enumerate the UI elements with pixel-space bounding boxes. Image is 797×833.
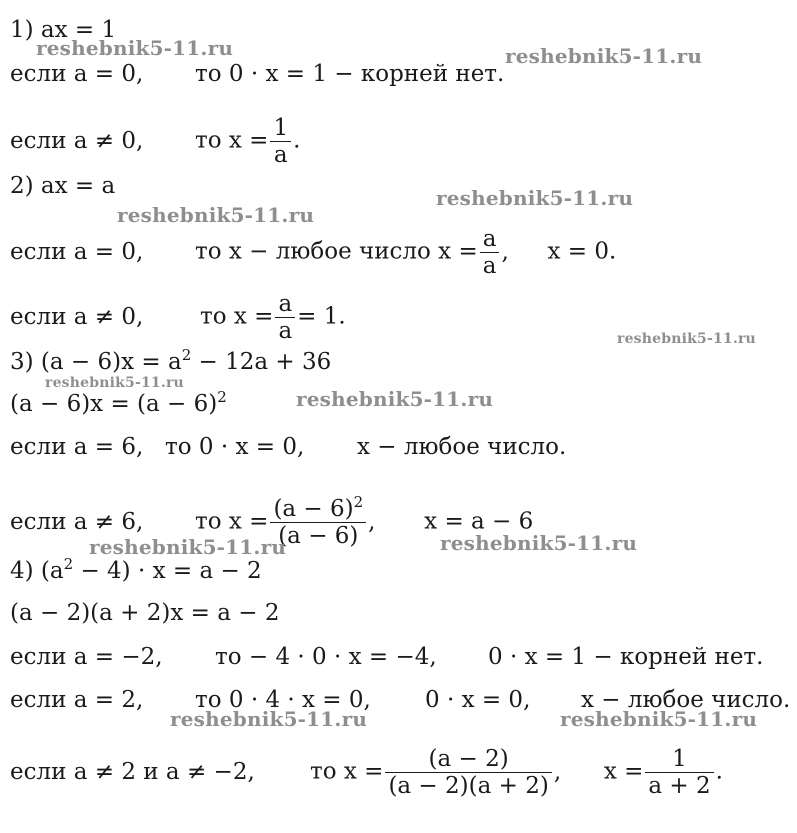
numerator: 1	[273, 115, 289, 141]
problem-1-case-a-zero	[10, 60, 504, 88]
denominator: (a − 2)(a + 2)	[385, 772, 551, 799]
exponent: 2	[217, 388, 227, 406]
numerator: a	[482, 226, 497, 252]
problem-4-case-general	[10, 746, 723, 799]
watermark: reshebnik5-11.ru	[560, 707, 758, 731]
case-condition: если a = 0,	[10, 238, 144, 265]
case-result: то 0 · x = 1 − корней нет.	[195, 61, 505, 87]
watermark: reshebnik5-11.ru	[505, 44, 703, 68]
denominator: a	[275, 317, 295, 344]
problem-4-equation	[10, 557, 262, 585]
denominator: a	[270, 141, 291, 168]
watermark: reshebnik5-11.ru	[617, 331, 756, 347]
equation-left: 3) (a − 6)x = a	[10, 349, 182, 375]
case-condition: если a ≠ 6,	[10, 508, 144, 535]
equation-right: − 12a + 36	[191, 349, 332, 375]
exponent: 2	[181, 346, 192, 364]
watermark: reshebnik5-11.ru	[440, 531, 638, 555]
case-result: то 0 · 4 · x = 0,	[195, 687, 371, 713]
fraction	[480, 226, 500, 279]
watermark: reshebnik5-11.ru	[436, 186, 634, 210]
punctuation: .	[293, 127, 301, 154]
punctuation: ,	[368, 508, 376, 535]
case-result-extra: x − любое число.	[357, 434, 567, 460]
case-result: то − 4 · 0 · x = −4,	[215, 644, 437, 670]
fraction	[275, 291, 295, 344]
watermark: reshebnik5-11.ru	[36, 36, 234, 60]
numerator: (a − 2)	[428, 746, 509, 772]
problem-3-factored	[10, 390, 227, 418]
case-result: то x =	[195, 508, 269, 535]
denominator: a + 2	[645, 772, 713, 799]
case-result-extra: x = 0.	[547, 238, 617, 265]
case-condition: если a ≠ 0,	[10, 303, 144, 330]
fraction-2	[645, 746, 713, 799]
case-condition: если a = 0,	[10, 61, 144, 87]
watermark: reshebnik5-11.ru	[296, 387, 494, 411]
watermark: reshebnik5-11.ru	[170, 707, 368, 731]
punctuation: .	[715, 758, 723, 785]
problem-4-case-a-minus-two	[10, 643, 763, 671]
denominator: (a − 6)	[270, 522, 366, 549]
denominator: a	[480, 252, 500, 279]
case-result: то x =	[310, 758, 384, 785]
numerator	[270, 493, 366, 522]
problem-2-equation: 2) ax = a	[10, 173, 116, 199]
case-result-final: x − любое число.	[581, 687, 791, 713]
case-condition: если a ≠ 0,	[10, 127, 144, 154]
case-condition: если a ≠ 2 и a ≠ −2,	[10, 758, 255, 785]
problem-2-case-a-nonzero	[10, 291, 346, 344]
numerator: 1	[672, 746, 687, 772]
exponent: 2	[353, 493, 364, 511]
problem-2-case-a-zero	[10, 226, 616, 279]
case-result: то 0 · x = 0,	[165, 434, 305, 460]
numerator-base: (a − 6)	[273, 496, 354, 522]
case-result-extra: 0 · x = 0,	[425, 687, 531, 713]
problem-3-case-a-six	[10, 433, 566, 461]
problem-4-factored: (a − 2)(a + 2)x = a − 2	[10, 600, 280, 626]
case-condition: если a = 2,	[10, 687, 144, 713]
case-result: то x =	[200, 303, 274, 330]
watermark: reshebnik5-11.ru	[117, 203, 315, 227]
numerator: a	[278, 291, 293, 317]
equation-right: − 4) · x = a − 2	[73, 558, 262, 584]
equation-left: 4) (a	[10, 558, 64, 584]
result-value: = 1.	[297, 303, 346, 330]
case-result-extra: 0 · x = 1 − корней нет.	[488, 644, 764, 670]
watermark: reshebnik5-11.ru	[45, 375, 184, 391]
case-condition: если a = 6,	[10, 434, 144, 460]
punctuation: ,	[553, 758, 562, 785]
case-condition: если a = −2,	[10, 644, 163, 670]
case-result: то x =	[195, 127, 269, 154]
problem-1-equation: 1) ax = 1	[10, 17, 117, 43]
case-result-extra: x = a − 6	[424, 508, 534, 535]
equation: (a − 6)x = (a − 6)	[10, 391, 218, 417]
fraction	[270, 115, 291, 168]
exponent: 2	[63, 555, 74, 573]
punctuation: ,	[501, 238, 509, 265]
problem-3-equation	[10, 348, 331, 376]
case-result-extra: x =	[603, 758, 644, 785]
fraction	[385, 746, 551, 799]
problem-1-case-a-nonzero	[10, 115, 300, 168]
watermark: reshebnik5-11.ru	[89, 535, 287, 559]
case-result: то x − любое число x =	[195, 238, 478, 265]
